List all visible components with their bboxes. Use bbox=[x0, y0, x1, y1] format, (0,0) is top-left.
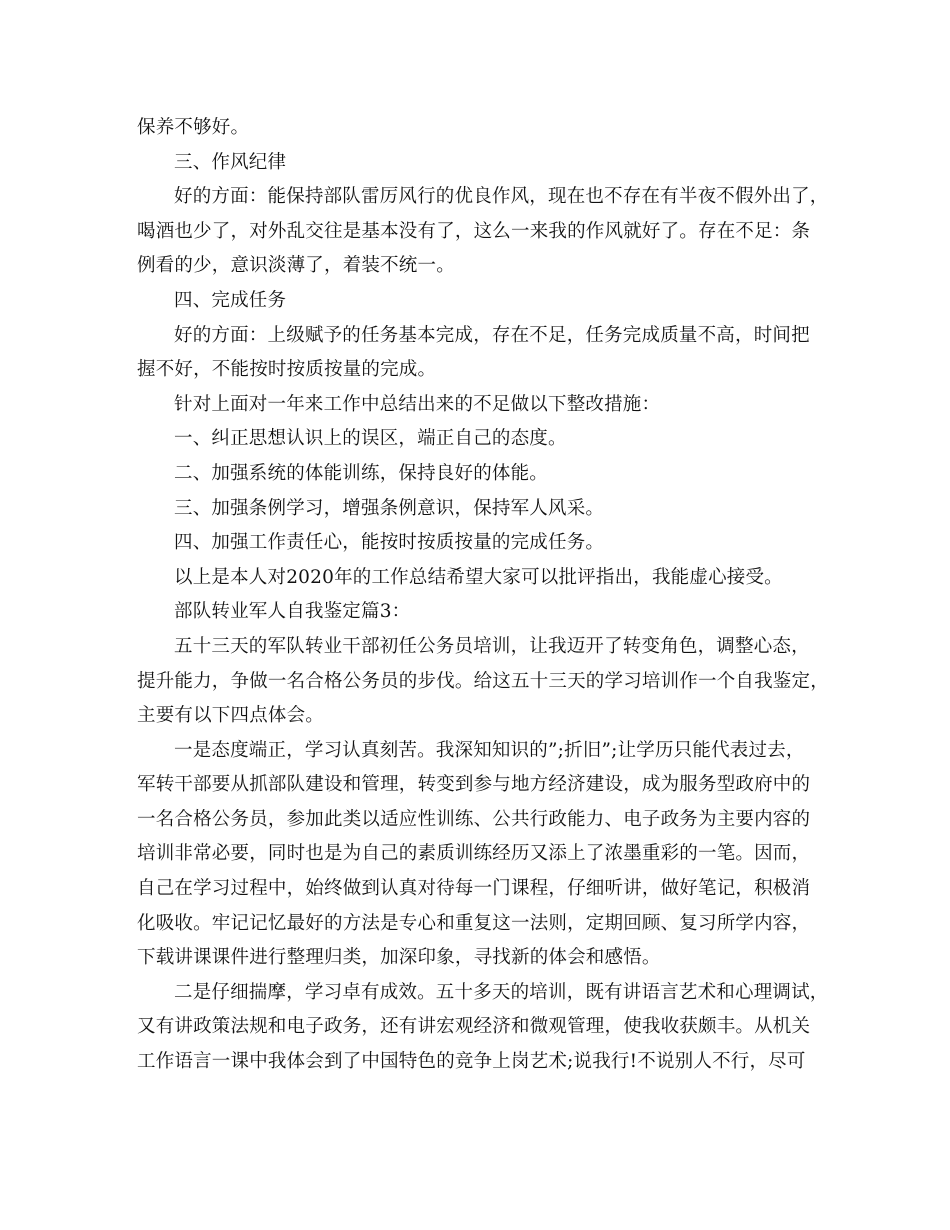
text-line: 一是态度端正，学习认真刻苦。我深知知识的”;折旧”;让学历只能代表过去， bbox=[174, 739, 805, 761]
text-line: 主要有以下四点体会。 bbox=[137, 705, 325, 727]
text-line: 保养不够好。 bbox=[137, 117, 250, 138]
text-line: 一名合格公务员，参加此类以适应性训练、公共行政能力、电子政务为主要内容的 bbox=[137, 808, 811, 830]
text-line: 好的方面：上级赋予的任务基本完成，存在不足，任务完成质量不高，时间把 bbox=[174, 324, 810, 346]
text-line: 提升能力，争做一名合格公务员的步伐。给这五十三天的学习培训作一个自我鉴定， bbox=[137, 670, 829, 692]
text-line: 三、作风纪律 bbox=[174, 151, 287, 173]
text-line: 三、加强条例学习，增强条例意识，保持军人风采。 bbox=[174, 497, 605, 519]
text-line: 下载讲课课件进行整理归类，加深印象，寻找新的体会和感悟。 bbox=[137, 947, 661, 969]
text-line: 一、纠正思想认识上的误区，端正自己的态度。 bbox=[174, 428, 567, 450]
text-line: 握不好，不能按时按质按量的完成。 bbox=[137, 359, 437, 381]
text-line: 工作语言一课中我体会到了中国特色的竞争上岗艺术;说我行!不说别人不行，尽可 bbox=[137, 1051, 806, 1073]
text-line: 部队转业军人自我鉴定篇3： bbox=[174, 601, 411, 623]
text-line: 化吸收。牢记记忆最好的方法是专心和重复这一法则，定期回顾、复习所学内容， bbox=[137, 912, 811, 934]
text-line: 以上是本人对2020年的工作总结希望大家可以批评指出，我能虚心接受。 bbox=[174, 566, 783, 588]
text-line: 培训非常必要，同时也是为自己的素质训练经历又添上了浓墨重彩的一笔。因而， bbox=[137, 843, 811, 865]
text-line: 针对上面对一年来工作中总结出来的不足做以下整改措施： bbox=[174, 393, 661, 415]
text-line: 好的方面：能保持部队雷厉风行的优良作风，现在也不存在有半夜不假外出了， bbox=[174, 186, 829, 208]
text-line: 又有讲政策法规和电子政务，还有讲宏观经济和微观管理，使我收获颇丰。从机关 bbox=[137, 1016, 811, 1038]
text-line: 四、加强工作责任心，能按时按质按量的完成任务。 bbox=[174, 532, 605, 554]
document-body bbox=[137, 111, 829, 1080]
text-line: 四、完成任务 bbox=[174, 289, 287, 311]
text-line: 例看的少，意识淡薄了，着装不统一。 bbox=[137, 255, 455, 277]
text-line: 军转干部要从抓部队建设和管理，转变到参与地方经济建设，成为服务型政府中的 bbox=[137, 774, 811, 796]
text-line: 喝酒也少了，对外乱交往是基本没有了，这么一来我的作风就好了。存在不足：条 bbox=[137, 220, 811, 242]
text-line: 五十三天的军队转业干部初任公务员培训，让我迈开了转变角色，调整心态， bbox=[174, 635, 810, 657]
text-line: 二、加强系统的体能训练，保持良好的体能。 bbox=[174, 462, 549, 484]
text-line: 自己在学习过程中，始终做到认真对待每一门课程，仔细听讲，做好笔记，积极消 bbox=[137, 878, 811, 900]
text-line: 二是仔细揣摩，学习卓有成效。五十多天的培训，既有讲语言艺术和心理调试， bbox=[174, 981, 829, 1003]
